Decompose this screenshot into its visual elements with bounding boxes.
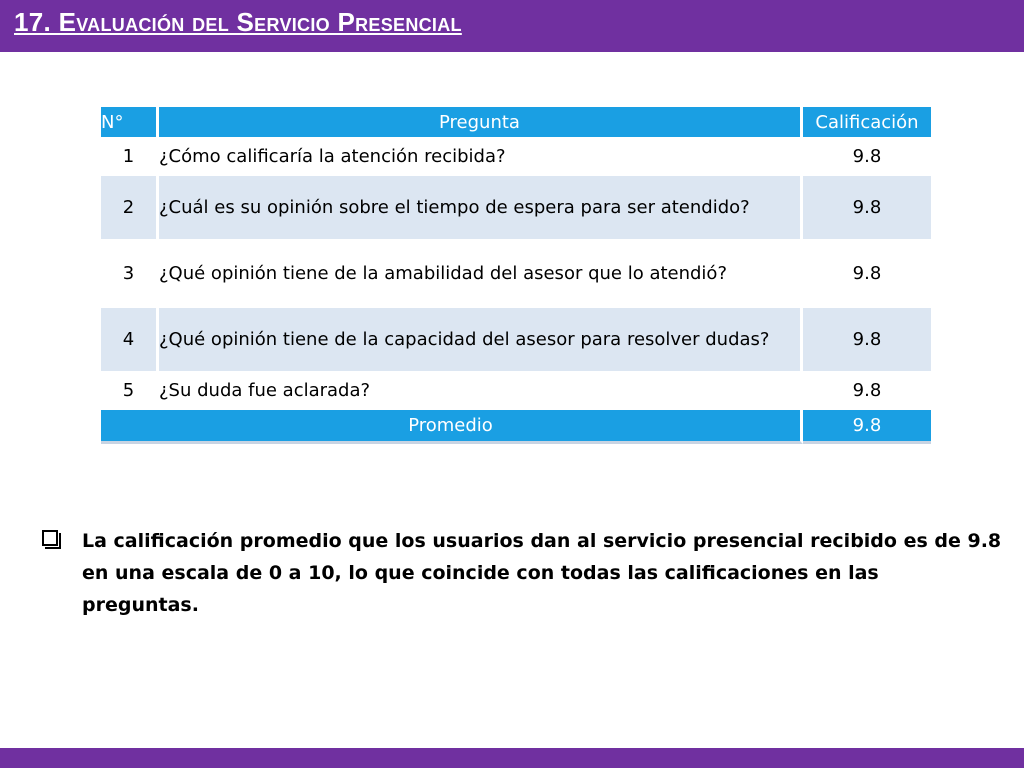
row-score: 9.8 — [803, 308, 931, 374]
row-num: 4 — [101, 308, 159, 374]
row-score: 9.8 — [803, 176, 931, 242]
row-score: 9.8 — [803, 140, 931, 176]
average-label: Promedio — [101, 410, 803, 444]
evaluation-table — [101, 107, 931, 444]
row-question: ¿Qué opinión tiene de la amabilidad del asesor que lo atendió? — [159, 242, 803, 308]
average-row — [101, 410, 931, 444]
table-header-row — [101, 107, 931, 140]
row-question: ¿Cuál es su opinión sobre el tiempo de espera para ser atendido? — [159, 176, 803, 242]
table-row — [101, 140, 931, 176]
average-score: 9.8 — [803, 410, 931, 444]
header-num: N° — [101, 107, 159, 140]
row-num: 3 — [101, 242, 159, 308]
summary-text: La calificación promedio que los usuarios dan al servicio presencial recibido es de 9.8 en una escala de 0 a 10, lo que coincide con todas las calificaciones en las preguntas. — [82, 530, 1002, 616]
header-score: Calificación — [803, 107, 931, 140]
bottom-bar — [0, 748, 1024, 768]
row-num: 2 — [101, 176, 159, 242]
slide-title: 17. Evaluación del Servicio Presencial — [14, 7, 462, 37]
row-question: ¿Cómo calificaría la atención recibida? — [159, 140, 803, 176]
row-question: ¿Qué opinión tiene de la capacidad del asesor para resolver dudas? — [159, 308, 803, 374]
title-bar — [0, 0, 1024, 52]
table-row — [101, 308, 931, 374]
row-score: 9.8 — [803, 374, 931, 410]
row-num: 5 — [101, 374, 159, 410]
checkbox-bullet-icon — [42, 530, 58, 546]
header-question: Pregunta — [159, 107, 803, 140]
table-row — [101, 374, 931, 410]
row-score: 9.8 — [803, 242, 931, 308]
table-row — [101, 242, 931, 308]
row-num: 1 — [101, 140, 159, 176]
row-question: ¿Su duda fue aclarada? — [159, 374, 803, 410]
table-row — [101, 176, 931, 242]
